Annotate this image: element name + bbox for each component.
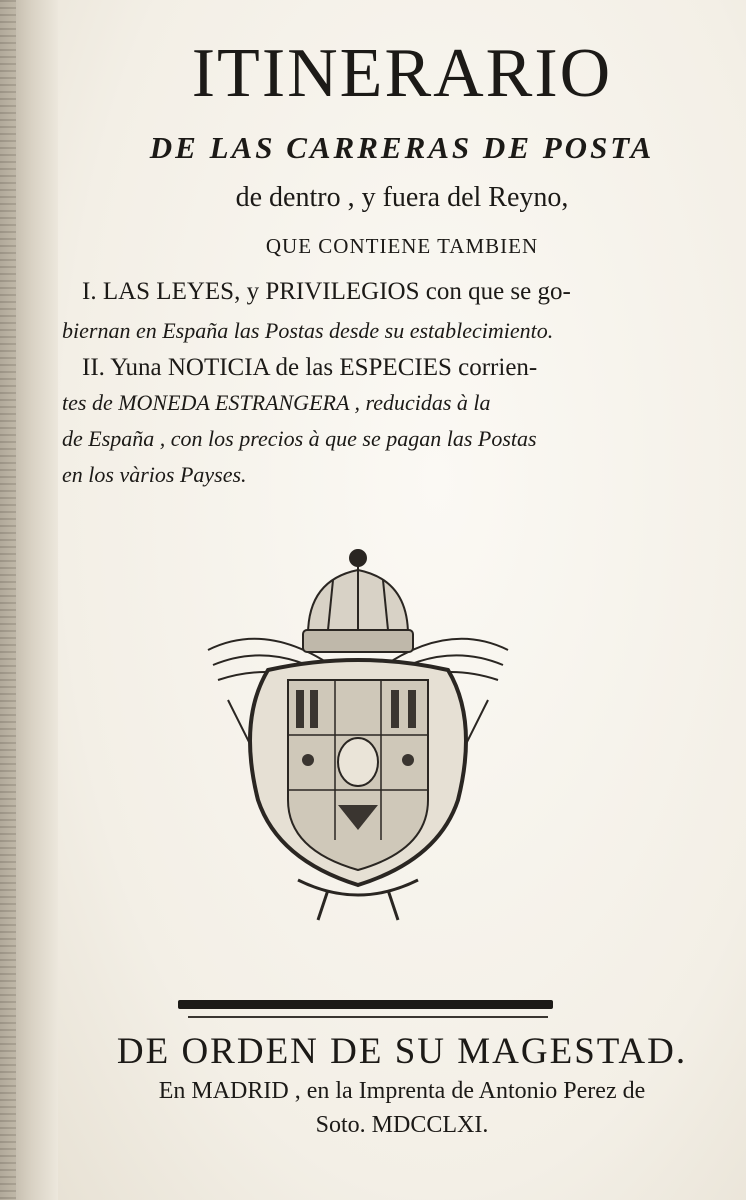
publisher-line: En MADRID , en la Imprenta de Antonio Perez de — [158, 1078, 646, 1104]
contents-line-6: en los vàrios Payses. — [62, 462, 247, 487]
royal-order-line: DE ORDEN DE SU MAGESTAD. — [116, 1031, 688, 1072]
contents-line-1: I. LAS LEYES, y PRIVILEGIOS con que se go- — [82, 278, 571, 305]
contents-line-2: biernan en España las Postas desde su establecimiento. — [62, 318, 554, 343]
book-title: ITINERARIO — [191, 35, 613, 112]
adjacent-page-edge — [0, 0, 58, 1200]
contents-line-4: tes de MONEDA ESTRANGERA , reducidas à la — [62, 390, 491, 415]
ornamental-rule-thin — [188, 1016, 548, 1018]
ornamental-rule — [178, 1000, 553, 1009]
publication-year: Soto. MDCCLXI. — [315, 1112, 489, 1138]
contents-line-3: II. Yuna NOTICIA de las ESPECIES corrien- — [82, 354, 538, 381]
subtitle-line-2: de dentro , y fuera del Reyno, — [235, 182, 569, 213]
royal-coat-of-arms-icon — [188, 540, 528, 925]
contents-line-5: de España , con los precios à que se pagan las Postas — [62, 426, 537, 451]
title-page — [58, 0, 746, 1200]
subtitle-line-3: QUE CONTIENE TAMBIEN — [265, 234, 539, 258]
book-subtitle: DE LAS CARRERAS DE POSTA — [149, 130, 655, 165]
